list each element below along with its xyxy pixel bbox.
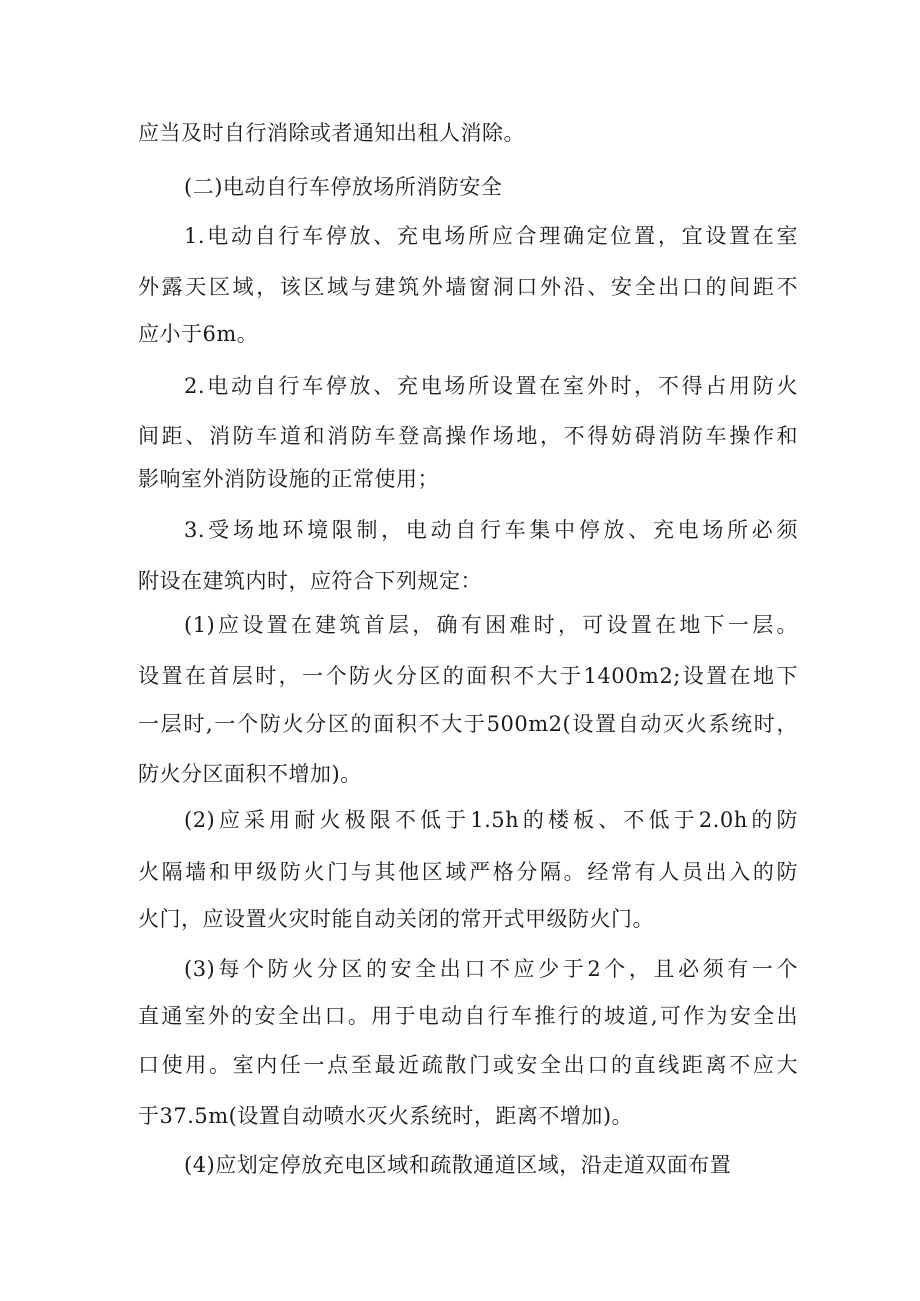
text-line: 直通室外的安全出口。用于电动自行车推行的坡道,可作为安全出 bbox=[138, 1004, 798, 1028]
text-line: (1)应设置在建筑首层，确有困难时，可设置在地下一层。 bbox=[184, 613, 798, 637]
text-line: 2.电动自行车停放、充电场所设置在室外时，不得占用防火 bbox=[184, 374, 798, 398]
text-line: 口使用。室内任一点至最近疏散门或安全出口的直线距离不应大 bbox=[138, 1053, 798, 1077]
text-line: 设置在首层时，一个防火分区的面积不大于1400m2;设置在地下 bbox=[138, 664, 798, 688]
text-line: (4)应划定停放充电区域和疏散通道区域，沿走道双面布置 bbox=[184, 1153, 732, 1177]
text-line: 火门，应设置火灾时能自动关闭的常开式甲级防火门。 bbox=[138, 907, 654, 931]
text-line: 于37.5m(设置自动喷水灭火系统时，距离不增加)。 bbox=[138, 1104, 634, 1128]
text-line: (二)电动自行车停放场所消防安全 bbox=[184, 175, 503, 199]
text-line: 附设在建筑内时，应符合下列规定： bbox=[138, 569, 482, 593]
text-line: 火隔墙和甲级防火门与其他区域严格分隔。经常有人员出入的防 bbox=[138, 860, 798, 884]
text-line: (2)应采用耐火极限不低于1.5h的楼板、不低于2.0h的防 bbox=[184, 808, 798, 832]
text-line: 应当及时自行消除或者通知出租人消除。 bbox=[138, 121, 525, 145]
text-line: 1.电动自行车停放、充电场所应合理确定位置，宜设置在室 bbox=[184, 224, 798, 248]
text-line: (3)每个防火分区的安全出口不应少于2个，且必须有一个 bbox=[184, 957, 798, 981]
text-line: 一层时,一个防火分区的面积不大于500m2(设置自动灭火系统时， bbox=[138, 712, 798, 736]
text-line: 影响室外消防设施的正常使用； bbox=[138, 467, 439, 491]
text-line: 3.受场地环境限制，电动自行车集中停放、充电场所必须 bbox=[184, 518, 798, 542]
text-line: 外露天区域，该区域与建筑外墙窗洞口外沿、安全出口的间距不 bbox=[138, 275, 798, 299]
text-line: 应小于6m。 bbox=[138, 322, 259, 346]
document-body bbox=[138, 121, 798, 1181]
text-line: 防火分区面积不增加)。 bbox=[138, 762, 362, 786]
text-line: 间距、消防车道和消防车登高操作场地，不得妨碍消防车操作和 bbox=[138, 424, 798, 448]
